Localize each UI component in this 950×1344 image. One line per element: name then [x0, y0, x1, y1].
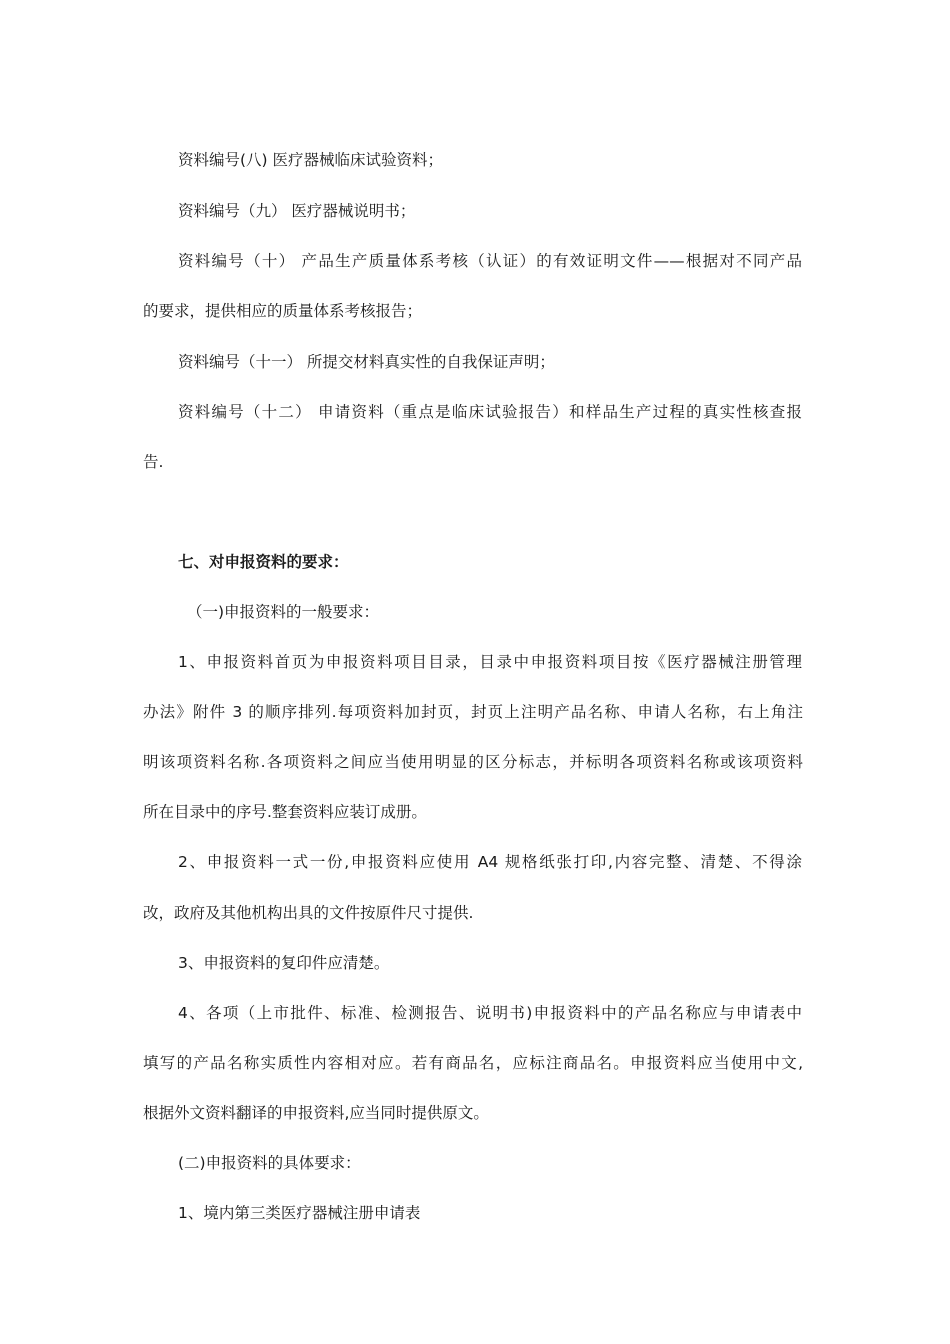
requirement-2-line-1: 2、申报资料一式一份,申报资料应使用 A4 规格纸张打印,内容完整、清楚、不得涂 [178, 853, 802, 871]
paragraph-item-12-line-2: 告. [143, 453, 164, 471]
section-heading-7: 七、对申报资料的要求： [178, 553, 349, 571]
paragraph-item-9: 资料编号（九） 医疗器械说明书； [178, 202, 416, 220]
requirement-4-line-1: 4、各项（上市批件、标准、检测报告、说明书)申报资料中的产品名称应与申请表中 [178, 1004, 802, 1022]
paragraph-item-10-line-2: 的要求，提供相应的质量体系考核报告； [143, 302, 423, 320]
paragraph-item-11: 资料编号（十一） 所提交材料真实性的自我保证声明； [178, 353, 555, 371]
requirement-1-line-4: 所在目录中的序号.整套资料应装订成册。 [143, 803, 427, 821]
requirement-1-line-2: 办法》附件 3 的顺序排列.每项资料加封页，封页上注明产品名称、申请人名称，右上角注 [143, 703, 803, 721]
requirement-1-line-3: 明该项资料名称.各项资料之间应当使用明显的区分标志，并标明各项资料名称或该项资料 [143, 753, 803, 771]
requirement-4-line-2: 填写的产品名称实质性内容相对应。若有商品名，应标注商品名。申报资料应当使用中文, [143, 1054, 803, 1072]
requirement-2-line-2: 改，政府及其他机构出具的文件按原件尺寸提供. [143, 904, 474, 922]
paragraph-item-12-line-1: 资料编号（十二） 申请资料（重点是临床试验报告）和样品生产过程的真实性核查报 [178, 403, 802, 421]
paragraph-item-10-line-1: 资料编号（十） 产品生产质量体系考核（认证）的有效证明文件——根据对不同产品 [178, 252, 802, 270]
paragraph-item-8: 资料编号(八) 医疗器械临床试验资料； [178, 151, 444, 169]
subheading-specific-requirements: (二)申报资料的具体要求： [178, 1154, 361, 1172]
requirement-3: 3、申报资料的复印件应清楚。 [178, 954, 390, 972]
requirement-4-line-3: 根据外文资料翻译的申报资料,应当同时提供原文。 [143, 1104, 489, 1122]
requirement-1-line-1: 1、申报资料首页为申报资料项目目录，目录中申报资料项目按《医疗器械注册管理 [178, 653, 802, 671]
specific-requirement-1: 1、境内第三类医疗器械注册申请表 [178, 1204, 421, 1222]
subheading-general-requirements: （一)申报资料的一般要求： [187, 603, 380, 621]
